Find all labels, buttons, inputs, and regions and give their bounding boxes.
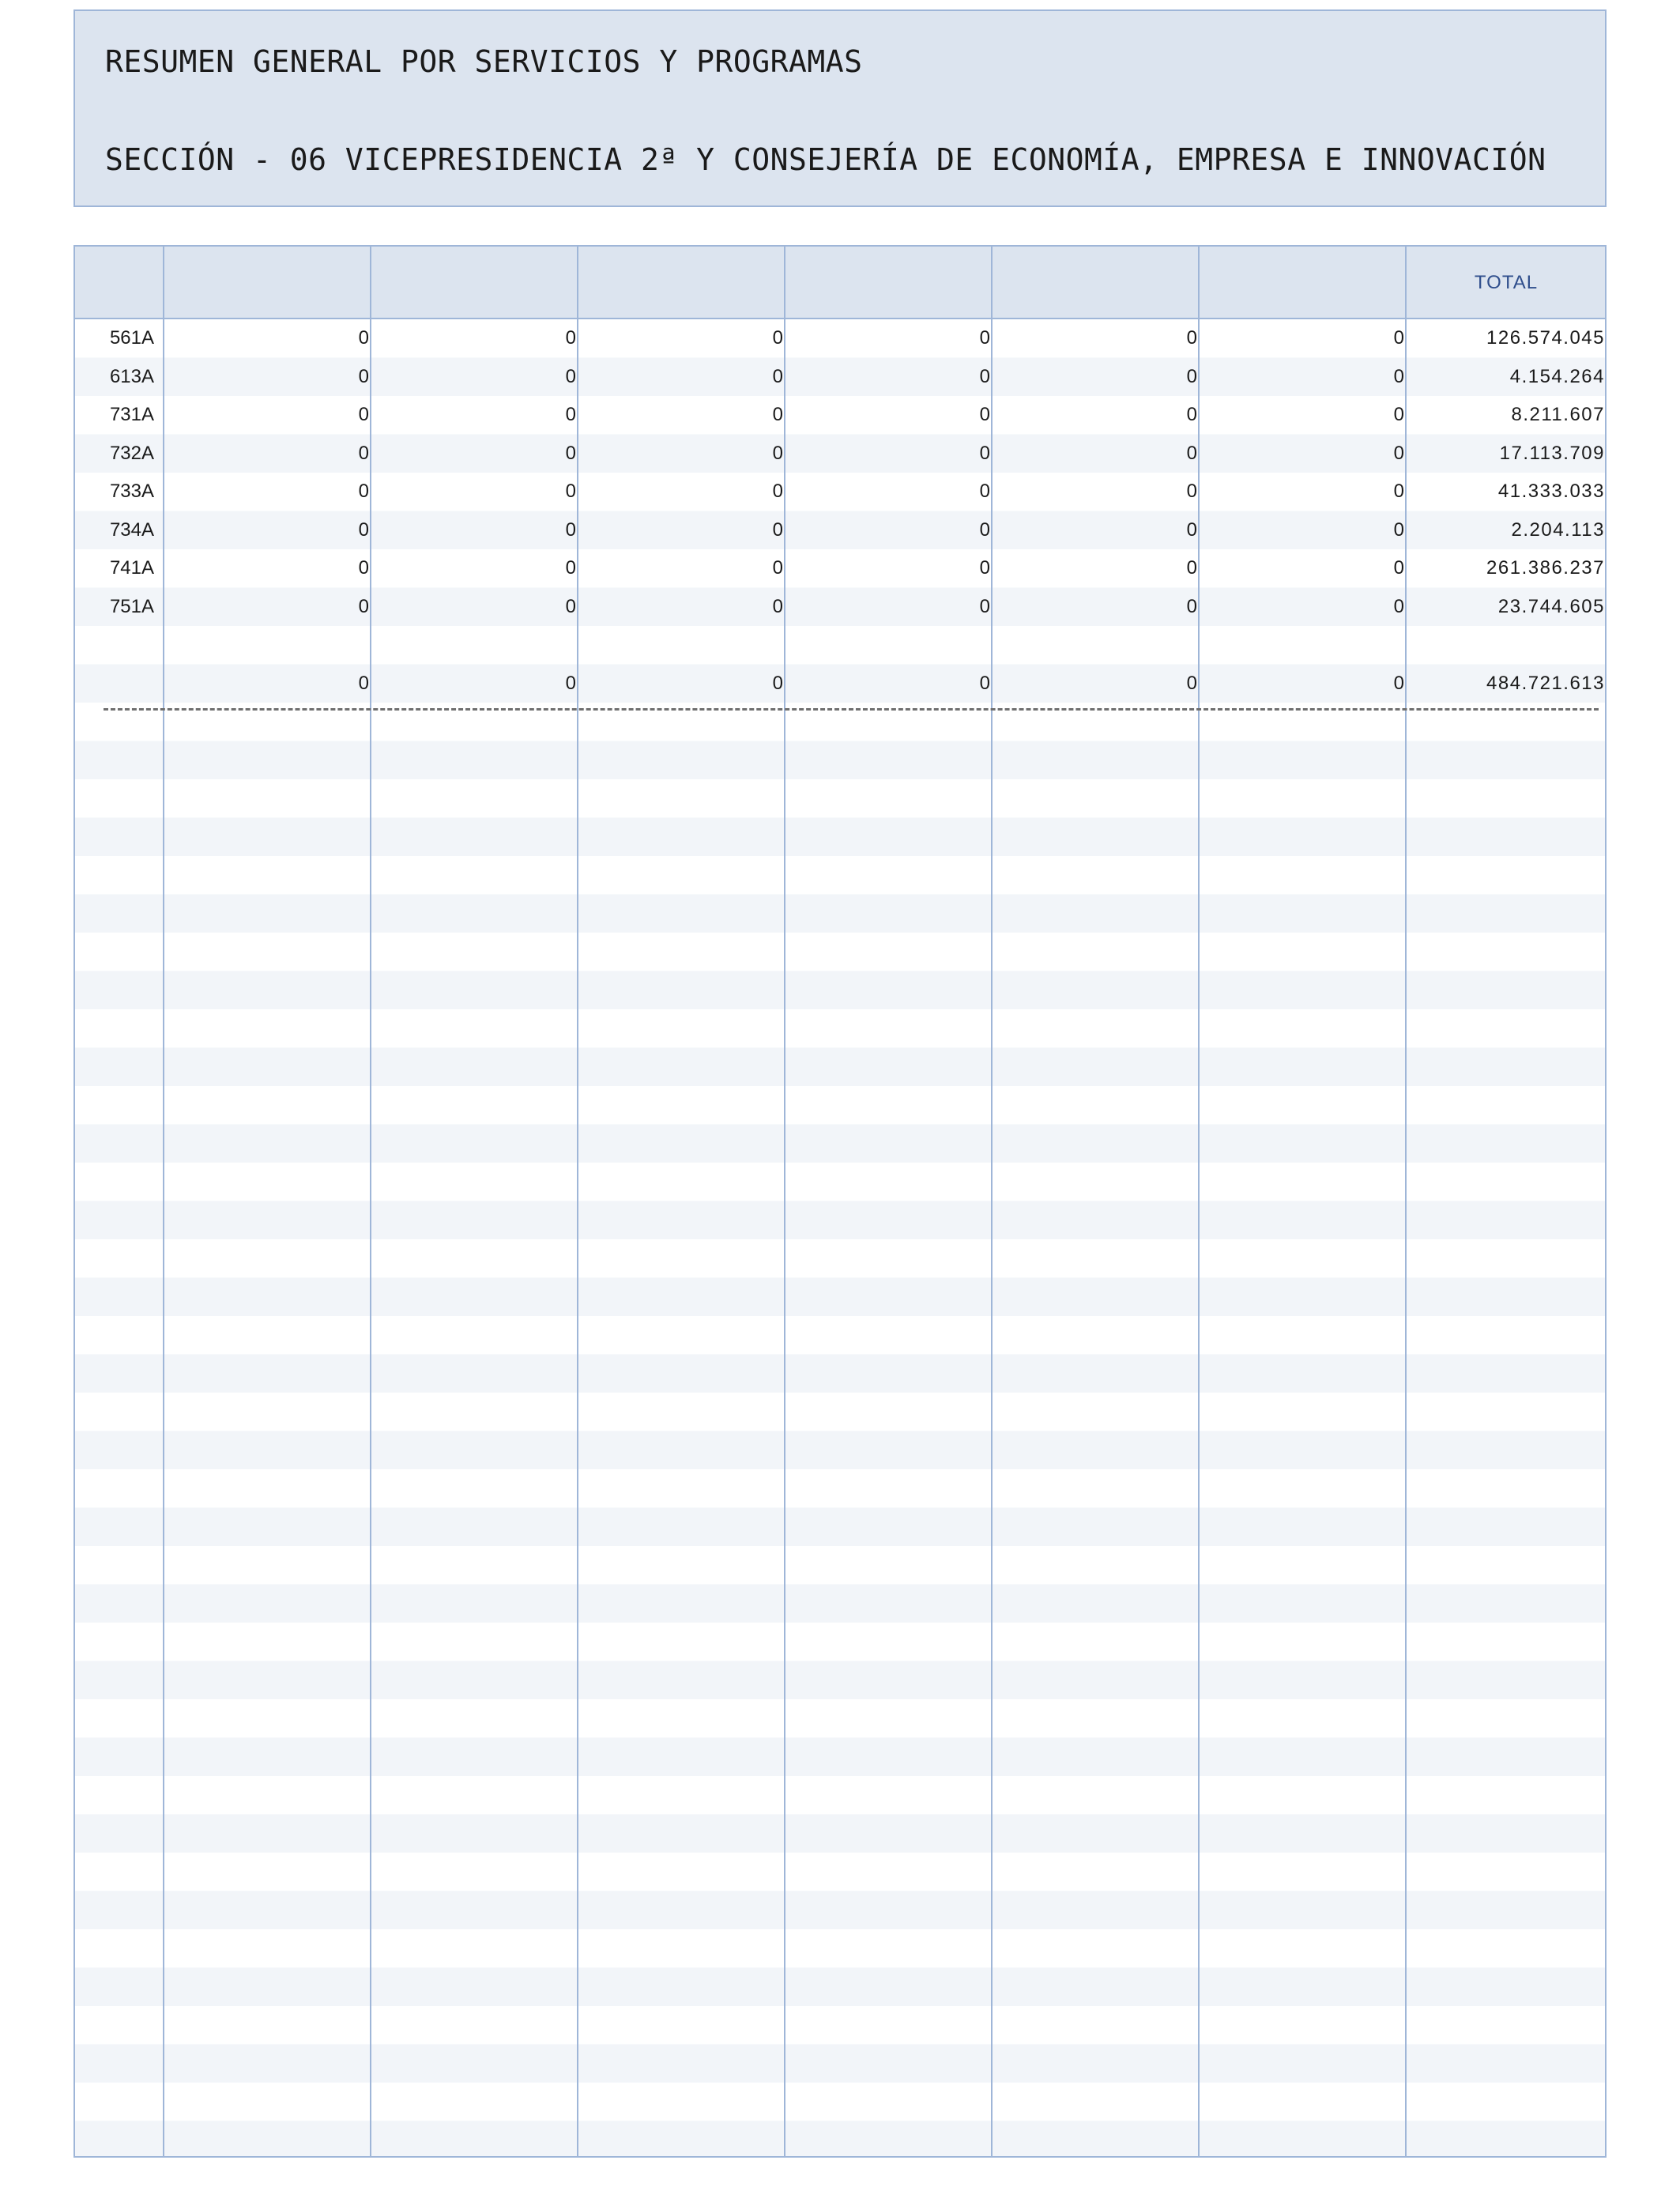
table-row: [75, 358, 1605, 397]
value-cell: 0: [1186, 327, 1197, 349]
value-cell: 0: [979, 327, 990, 349]
value-cell: 0: [1393, 557, 1404, 579]
value-cell: 0: [358, 595, 369, 617]
program-code: 733A: [109, 481, 154, 502]
value-cell: 0: [565, 404, 576, 425]
table-row: [75, 396, 1605, 435]
value-cell: 0: [358, 365, 369, 387]
total-cell: 2.204.113: [1511, 518, 1605, 541]
program-code: 732A: [109, 442, 154, 464]
value-cell: 0: [358, 442, 369, 464]
value-cell: 0: [979, 481, 990, 502]
value-cell: 0: [1186, 518, 1197, 541]
table-row: [75, 473, 1605, 511]
value-cell: 0: [358, 518, 369, 541]
value-cell: 0: [772, 557, 783, 579]
value-cell: 0: [358, 481, 369, 502]
value-cell: 0: [1393, 481, 1404, 502]
table-header: [75, 247, 1605, 319]
value-cell: 0: [1186, 365, 1197, 387]
total-cell: 41.333.033: [1497, 481, 1605, 502]
value-cell: 0: [979, 672, 990, 694]
value-cell: 0: [565, 518, 576, 541]
program-code: [75, 665, 164, 703]
value-cell: 0: [1393, 518, 1404, 541]
value-cell: 0: [1393, 404, 1404, 425]
value-cell: 0: [772, 481, 783, 502]
report-header: [73, 9, 1607, 207]
value-cell: 0: [772, 404, 783, 425]
value-cell: 0: [565, 365, 576, 387]
total-cell: 23.744.605: [1497, 595, 1605, 617]
value-cell: 0: [1393, 327, 1404, 349]
program-code: 751A: [109, 595, 154, 617]
value-cell: 0: [979, 518, 990, 541]
value-cell: 0: [1186, 442, 1197, 464]
total-cell: 261.386.237: [1486, 557, 1605, 579]
program-code: 731A: [109, 404, 154, 425]
value-cell: 0: [979, 365, 990, 387]
table-row: [75, 549, 1605, 588]
total-cell: 17.113.709: [1499, 442, 1605, 464]
value-cell: 0: [565, 442, 576, 464]
section-title: SECCIÓN - 06 VICEPRESIDENCIA 2ª Y CONSEJERÍA DE ECONOMÍA, EMPRESA E INNOVACIÓN: [105, 142, 1546, 177]
value-cell: 0: [358, 557, 369, 579]
value-cell: 0: [1393, 595, 1404, 617]
value-cell: 0: [565, 557, 576, 579]
value-cell: 0: [565, 327, 576, 349]
value-cell: 0: [979, 404, 990, 425]
value-cell: 0: [565, 595, 576, 617]
value-cell: 0: [1186, 557, 1197, 579]
value-cell: 0: [358, 327, 369, 349]
value-cell: 0: [1186, 672, 1197, 694]
value-cell: 0: [772, 327, 783, 349]
value-cell: 0: [1186, 404, 1197, 425]
value-cell: 0: [979, 595, 990, 617]
value-cell: 0: [1393, 365, 1404, 387]
value-cell: 0: [1393, 442, 1404, 464]
value-cell: 0: [979, 442, 990, 464]
report-title: RESUMEN GENERAL POR SERVICIOS Y PROGRAMAS: [105, 44, 863, 79]
total-cell: 8.211.607: [1511, 404, 1605, 425]
total-cell: 484.721.613: [1486, 672, 1605, 694]
sum-row: [75, 665, 1605, 703]
table-row: [75, 588, 1605, 627]
summary-table: [73, 245, 1607, 2158]
program-code: 734A: [109, 518, 154, 541]
table-row: [75, 511, 1605, 550]
value-cell: 0: [358, 672, 369, 694]
program-code: 613A: [109, 365, 154, 387]
program-code: 561A: [109, 327, 154, 349]
value-cell: 0: [565, 672, 576, 694]
value-cell: 0: [565, 481, 576, 502]
value-cell: 0: [772, 595, 783, 617]
value-cell: 0: [1186, 595, 1197, 617]
value-cell: 0: [358, 404, 369, 425]
total-cell: 4.154.264: [1509, 365, 1605, 387]
program-code: 741A: [109, 557, 154, 579]
value-cell: 0: [772, 518, 783, 541]
column-header-total: TOTAL: [1474, 272, 1539, 293]
value-cell: 0: [979, 557, 990, 579]
value-cell: 0: [1186, 481, 1197, 502]
value-cell: 0: [772, 672, 783, 694]
value-cell: 0: [1393, 672, 1404, 694]
total-cell: 126.574.045: [1486, 327, 1605, 349]
value-cell: 0: [772, 365, 783, 387]
value-cell: 0: [772, 442, 783, 464]
table-row: [75, 435, 1605, 473]
subtotal-separator: [104, 708, 1599, 711]
table-row: [75, 319, 1605, 358]
